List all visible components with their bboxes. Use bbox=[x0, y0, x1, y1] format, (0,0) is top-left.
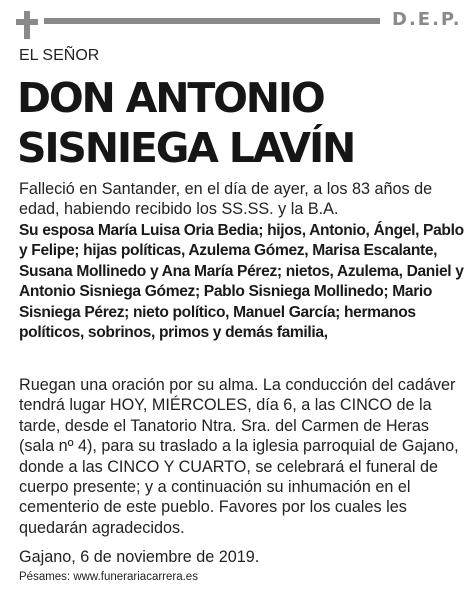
funeral-details: Ruegan una oración por su alma. La conducción del cadáver tendrá lugar HOY, MIÉRCOLES, día 6, a las CINCO de la tarde, desde el Tanatorio Ntra. Sra. del Carmen de Heras (sala nº 4), para su traslado a la iglesia parroquial de Gajano, donde a las CINCO Y CUARTO, se celebrará el funeral de cuerpo presente; y a continuación su inhumación en el cementerio de este pueblo. Favores por los cuales les quedarán agradecidos. bbox=[19, 376, 459, 537]
place-and-date: Gajano, 6 de noviembre de 2019. bbox=[19, 548, 260, 566]
condolences-link[interactable]: Pésames: www.funerariacarrera.es bbox=[19, 571, 198, 583]
death-announcement: Falleció en Santander, en el día de ayer, a los 83 años de edad, habiendo recibido los SS.SS. y la B.A. bbox=[19, 180, 433, 219]
header-rule bbox=[44, 18, 380, 24]
honorific-prefix: EL SEÑOR bbox=[19, 47, 100, 64]
deceased-name-line2: SISNIEGA LAVÍN bbox=[17, 124, 355, 172]
cross-icon bbox=[16, 11, 38, 39]
dep-label: D.E.P. bbox=[392, 9, 462, 30]
deceased-name-line1: DON ANTONIO bbox=[17, 74, 324, 122]
family-members: Su esposa María Luisa Oria Bedia; hijos, Antonio, Ángel, Pablo y Felipe; hijas políticas, Azulema Gómez, Marisa Escalante, Susana Mollinedo y Ana María Pérez; nietos, Azulema, Daniel y Antonio Sisniega Gómez; Pablo Sisniega Mollinedo; Mario Sisniega Pérez; nieto político, Manuel García; hermanos políticos, sobrinos, primos y demás familia, bbox=[19, 222, 464, 342]
